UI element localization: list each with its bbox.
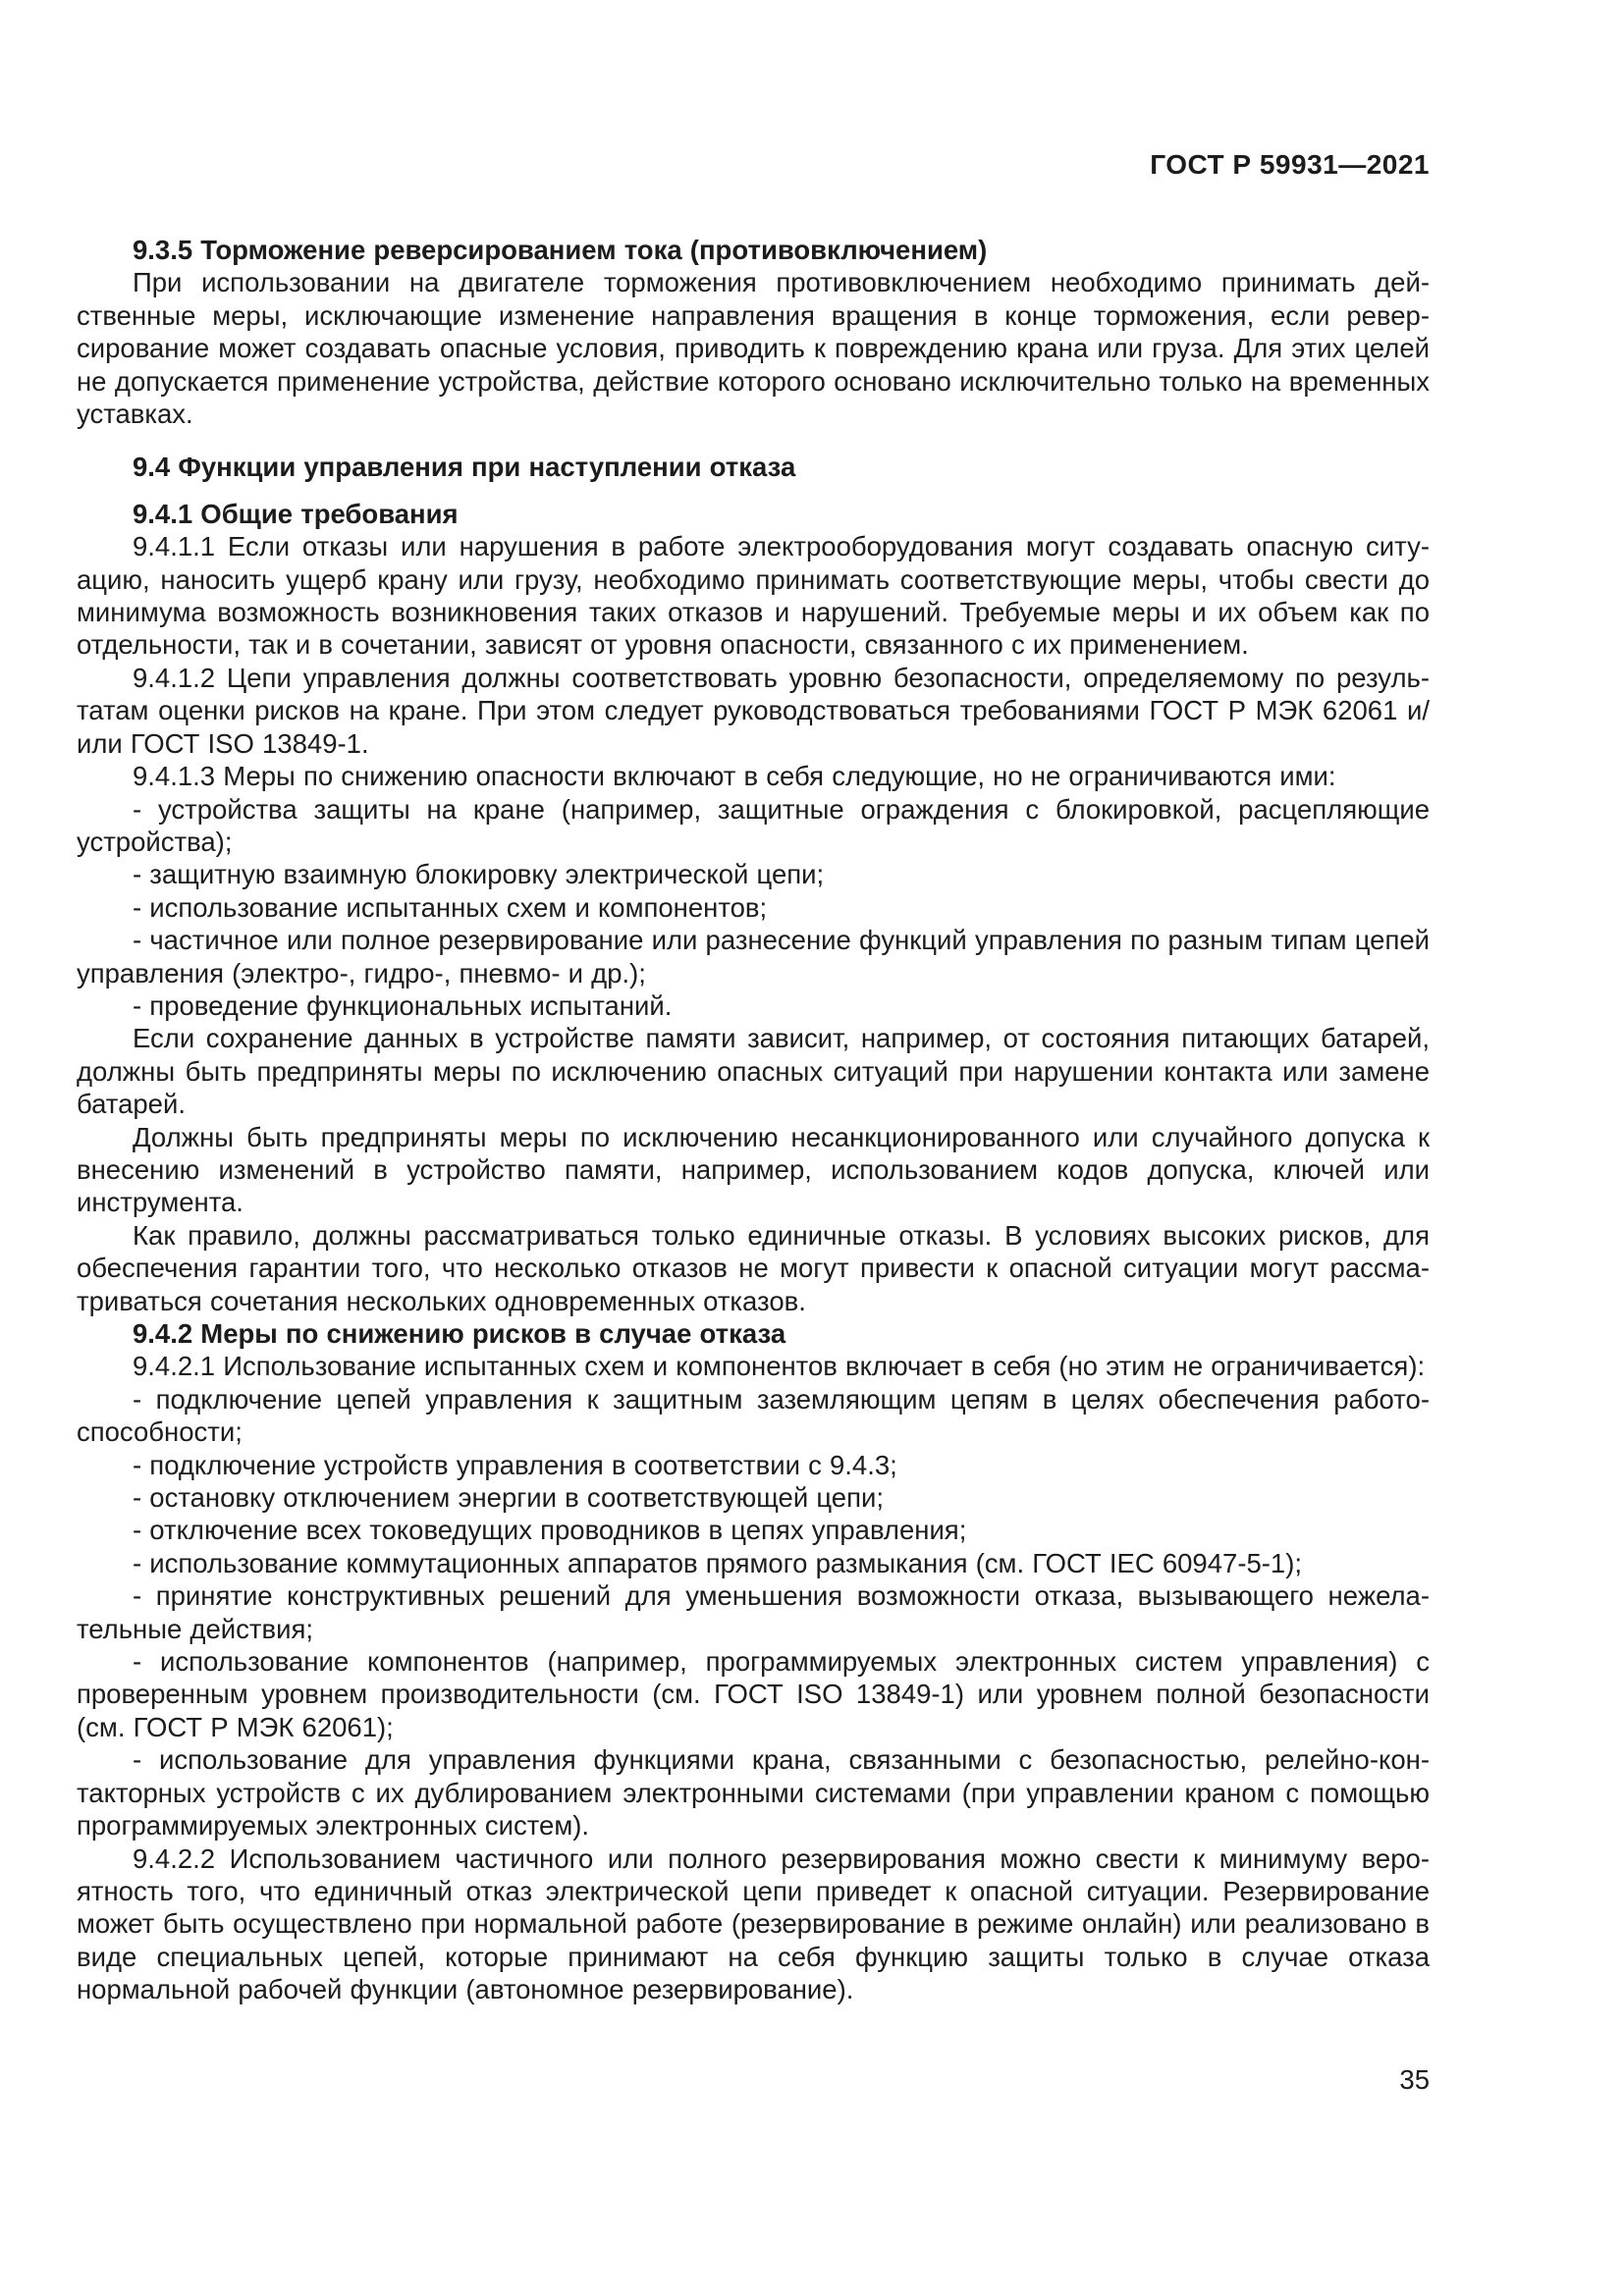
running-header: ГОСТ Р 59931—2021	[1150, 149, 1430, 180]
list-item: - подключение устройств управления в соответствии с 9.4.3;	[133, 1449, 897, 1480]
list-item: - защитную взаимную блокировку электрической цепи;	[133, 859, 825, 890]
list-item: - проведение функциональных испытаний.	[133, 989, 673, 1021]
list-item: - отключение всех токоведущих проводников в цепях управления;	[133, 1515, 967, 1546]
paragraph: 9.4.1.2 Цепи управления должны соответствовать уровню безопасности, определяемому по результатам оценки рисков на кране. При этом следует руководствоваться требованиями ГОСТ Р МЭК 62061 и/или ГОСТ ISO 13849-1.	[77, 662, 1430, 759]
list-item: - использование коммутационных аппаратов прямого размыкания (см. ГОСТ IEC 60947-5-1);	[133, 1547, 1303, 1578]
document-body	[77, 234, 1430, 2006]
heading: 9.4.1 Общие требования	[133, 498, 459, 529]
paragraph: При использовании на двигателе торможения противовключением необходимо принимать действенные меры, исключающие изменение направления вращения в конце торможения, если реверсирование может создавать опасные условия, приводить к повреждению крана или груза. Для этих целей не допускается применение устройства, действие которого основано исключительно только на временных уставках.	[77, 267, 1430, 430]
paragraph: 9.4.2.1 Использование испытанных схем и компонентов включает в себя (но этим не ограничивается):	[133, 1351, 1426, 1382]
list-item: - подключение цепей управления к защитным заземляющим цепям в целях обеспечения работоспособности;	[77, 1383, 1430, 1448]
paragraph: 9.4.2.2 Использованием частичного или полного резервирования можно свести к минимуму вероятность того, что единичный отказ электрической цепи приведет к опасной ситуации. Резервирование может быть осуществлено при нормальной работе (резервирование в режиме онлайн) или реализовано в виде специальных цепей, которые принимают на себя функцию защиты только в случае отказа нормальной рабочей функции (автономное резервирование).	[77, 1842, 1430, 2005]
list-item: - использование для управления функциями крана, связанными с безопасностью, релейно-контакторных устройств с их дублированием электронными системами (при управлении краном с помощью программируемых электронных систем).	[77, 1744, 1430, 1842]
paragraph: 9.4.1.1 Если отказы или нарушения в работе электрооборудования могут создавать опасную ситуацию, наносить ущерб крану или грузу, необходимо принимать соответствующие меры, чтобы свести до минимума возможность возникновения таких отказов и нарушений. Требуемые меры и их объем как по отдельности, так и в сочетании, зависят от уровня опасности, связанного с их применением.	[77, 531, 1430, 661]
paragraph: 9.4.1.3 Меры по снижению опасности включают в себя следующие, но не ограничиваются ими:	[133, 761, 1336, 792]
section-heading: 9.4 Функции управления при наступлении отказа	[133, 452, 796, 483]
heading: 9.3.5 Торможение реверсированием тока (противовключением)	[133, 235, 988, 265]
list-item: - использование компонентов (например, программируемых электронных систем управления) с проверенным уровнем производительности (см. ГОСТ ISO 13849-1) или уровнем полной безопасности (см. ГОСТ Р МЭК 62061);	[77, 1646, 1430, 1742]
list-item: - остановку отключением энергии в соответствующей цепи;	[133, 1482, 884, 1514]
heading: 9.4.2 Меры по снижению рисков в случае отказа	[133, 1318, 786, 1349]
paragraph: Должны быть предприняты меры по исключению несанкционированного или случайного допуска к внесению изменений в устройство памяти, например, использованием кодов допуска, ключей или инструмента.	[77, 1121, 1430, 1218]
list-item: - использование испытанных схем и компонентов;	[133, 891, 768, 923]
list-item: - принятие конструктивных решений для уменьшения возможности отказа, вызывающего нежелательные действия;	[77, 1580, 1430, 1644]
list-item: - частичное или полное резервирование или разнесение функций управления по разным типам цепей управления (электро-, гидро-, пневмо- и др.);	[77, 925, 1430, 988]
list-item: - устройства защиты на кране (например, защитные ограждения с блокировкой, расцепляющие устройства);	[77, 793, 1430, 857]
paragraph: Как правило, должны рассматриваться только единичные отказы. В условиях высоких рисков, для обеспечения гарантии того, что несколько отказов не могут привести к опасной ситуации могут рассматриваться сочетания нескольких одновременных отказов.	[77, 1219, 1430, 1316]
paragraph: Если сохранение данных в устройстве памяти зависит, например, от состояния питающих батарей, должны быть предприняты меры по исключению опасных ситуаций при нарушении контакта или замене батарей.	[77, 1023, 1430, 1120]
page-number: 35	[1399, 2064, 1430, 2095]
